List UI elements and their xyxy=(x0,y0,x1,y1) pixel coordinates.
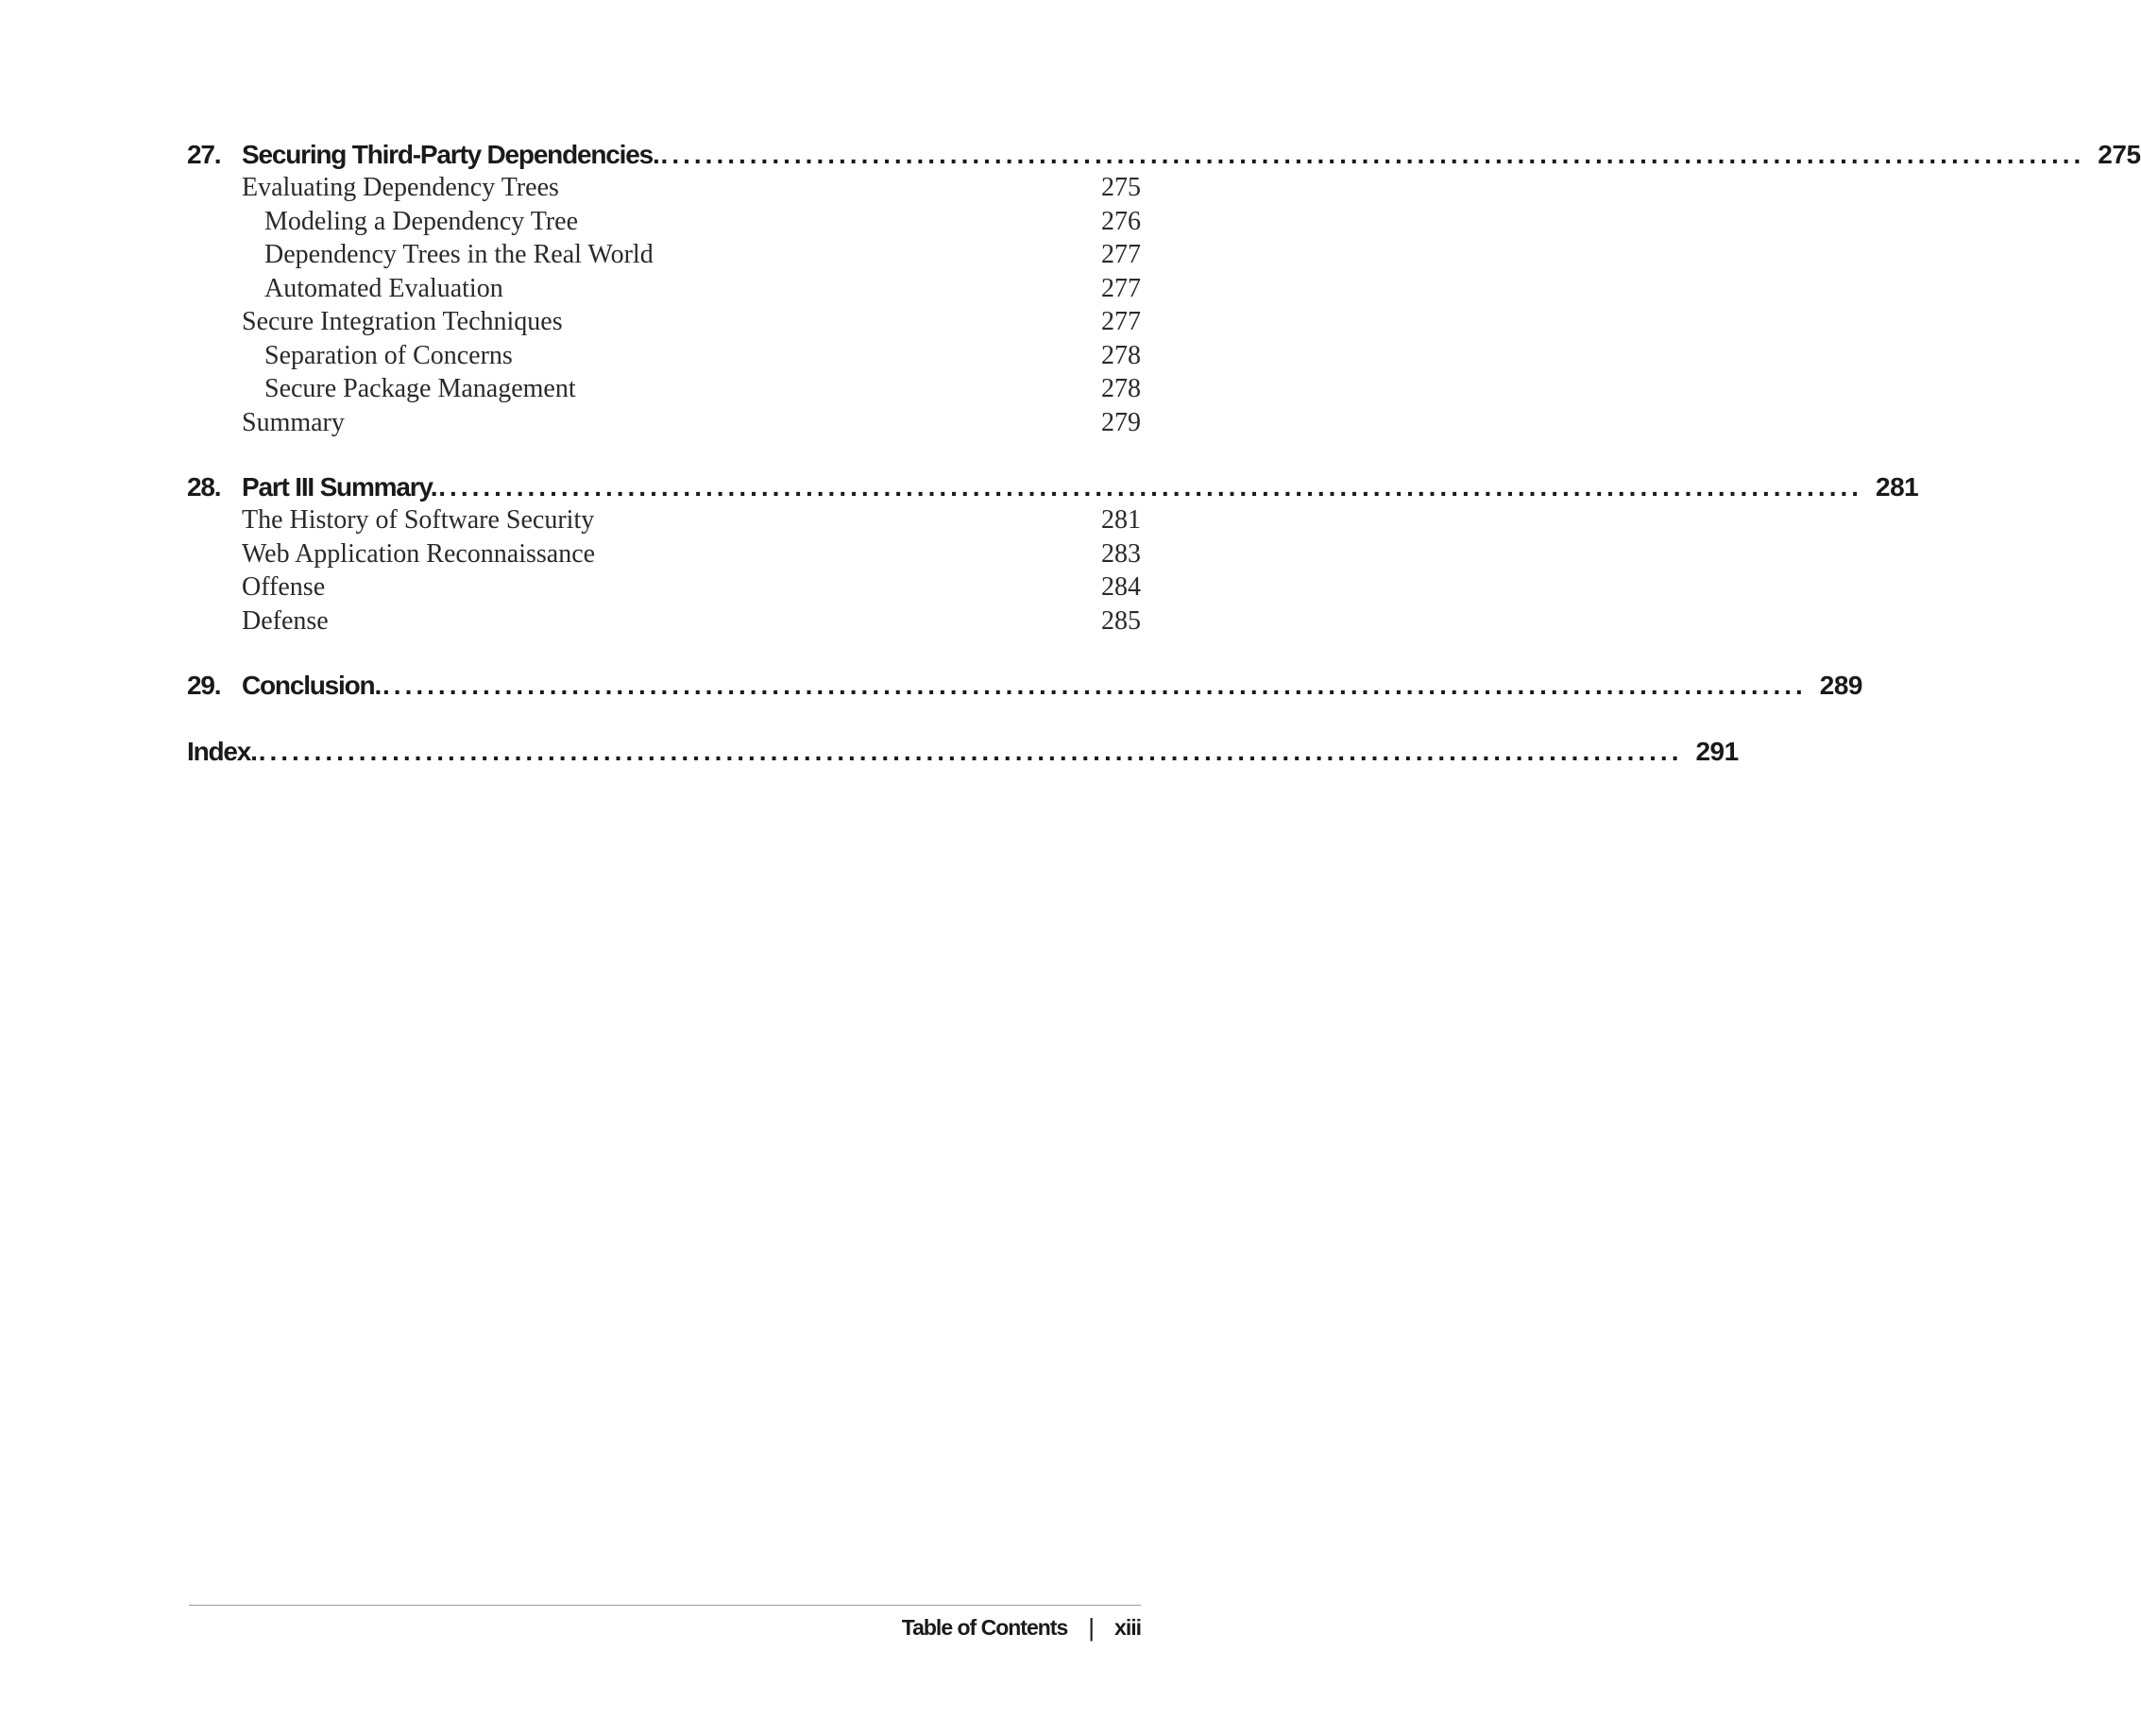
toc-section[interactable] xyxy=(187,305,1141,339)
section-title: Evaluating Dependency Trees xyxy=(242,173,559,202)
section-page: 277 xyxy=(1101,307,1141,336)
toc-subsection[interactable] xyxy=(187,238,1141,272)
section-title: The History of Software Security xyxy=(242,505,595,535)
footer-separator: | xyxy=(1088,1613,1095,1642)
chapter-page: 275 xyxy=(2098,140,2141,169)
page-footer xyxy=(902,1613,1141,1642)
toc-subsection[interactable] xyxy=(187,272,1141,306)
section-page: 281 xyxy=(1101,505,1141,535)
section-page: 275 xyxy=(1101,173,1141,202)
spacer xyxy=(187,439,1141,470)
page-number: xiii xyxy=(1114,1615,1141,1640)
footer-divider xyxy=(189,1605,1141,1606)
toc-section[interactable] xyxy=(187,570,1141,604)
toc-index[interactable] xyxy=(187,735,1739,768)
spacer xyxy=(187,638,1141,669)
section-page: 284 xyxy=(1101,572,1141,602)
dot-leader: ................................................................................................................................ xyxy=(438,472,1863,502)
chapter-page: 281 xyxy=(1876,472,1919,502)
section-title: Secure Integration Techniques xyxy=(242,307,563,336)
toc-chapter-28[interactable] xyxy=(187,470,1919,503)
section-title: Modeling a Dependency Tree xyxy=(264,206,579,236)
chapter-title: Securing Third-Party Dependencies. xyxy=(242,140,659,169)
toc-chapter-27[interactable] xyxy=(187,138,2141,171)
toc-subsection[interactable] xyxy=(187,205,1141,239)
section-page: 277 xyxy=(1101,273,1141,303)
section-title: Summary xyxy=(242,407,345,437)
chapter-number: 29. xyxy=(187,671,221,700)
section-page: 278 xyxy=(1101,340,1141,370)
toc-section[interactable] xyxy=(187,503,1141,537)
chapter-title: Part III Summary. xyxy=(242,472,437,502)
section-page: 279 xyxy=(1101,407,1141,437)
toc-subsection[interactable] xyxy=(187,372,1141,406)
section-title: Secure Package Management xyxy=(264,374,576,403)
table-of-contents xyxy=(187,138,2141,768)
toc-subsection[interactable] xyxy=(187,339,1141,373)
dot-leader: ................................................................................................................................ xyxy=(258,737,1683,766)
section-title: Separation of Concerns xyxy=(264,340,513,370)
index-page: 291 xyxy=(1695,737,1739,766)
index-title: Index. xyxy=(187,737,257,766)
section-title: Automated Evaluation xyxy=(264,273,503,303)
section-page: 277 xyxy=(1101,240,1141,269)
spacer xyxy=(187,702,1141,735)
section-page: 276 xyxy=(1101,206,1141,236)
toc-section[interactable] xyxy=(187,406,1141,440)
toc-chapter-29[interactable] xyxy=(187,669,1862,702)
chapter-number: 28. xyxy=(187,472,221,502)
toc-section[interactable] xyxy=(187,171,1141,205)
toc-section[interactable] xyxy=(187,537,1141,571)
dot-leader: ................................................................................................................................ xyxy=(660,140,2085,169)
section-title: Offense xyxy=(242,572,326,602)
chapter-page: 289 xyxy=(1819,671,1862,700)
dot-leader: ................................................................................................................................ xyxy=(382,671,1807,700)
section-title: Defense xyxy=(242,605,329,636)
toc-section[interactable] xyxy=(187,604,1141,638)
running-footer-label: Table of Contents xyxy=(901,1615,1068,1640)
chapter-number: 27. xyxy=(187,140,221,169)
section-title: Dependency Trees in the Real World xyxy=(264,240,654,269)
section-page: 285 xyxy=(1101,605,1141,636)
section-page: 278 xyxy=(1101,374,1141,403)
section-title: Web Application Reconnaissance xyxy=(242,538,596,569)
chapter-title: Conclusion. xyxy=(242,671,382,700)
section-page: 283 xyxy=(1101,538,1141,569)
